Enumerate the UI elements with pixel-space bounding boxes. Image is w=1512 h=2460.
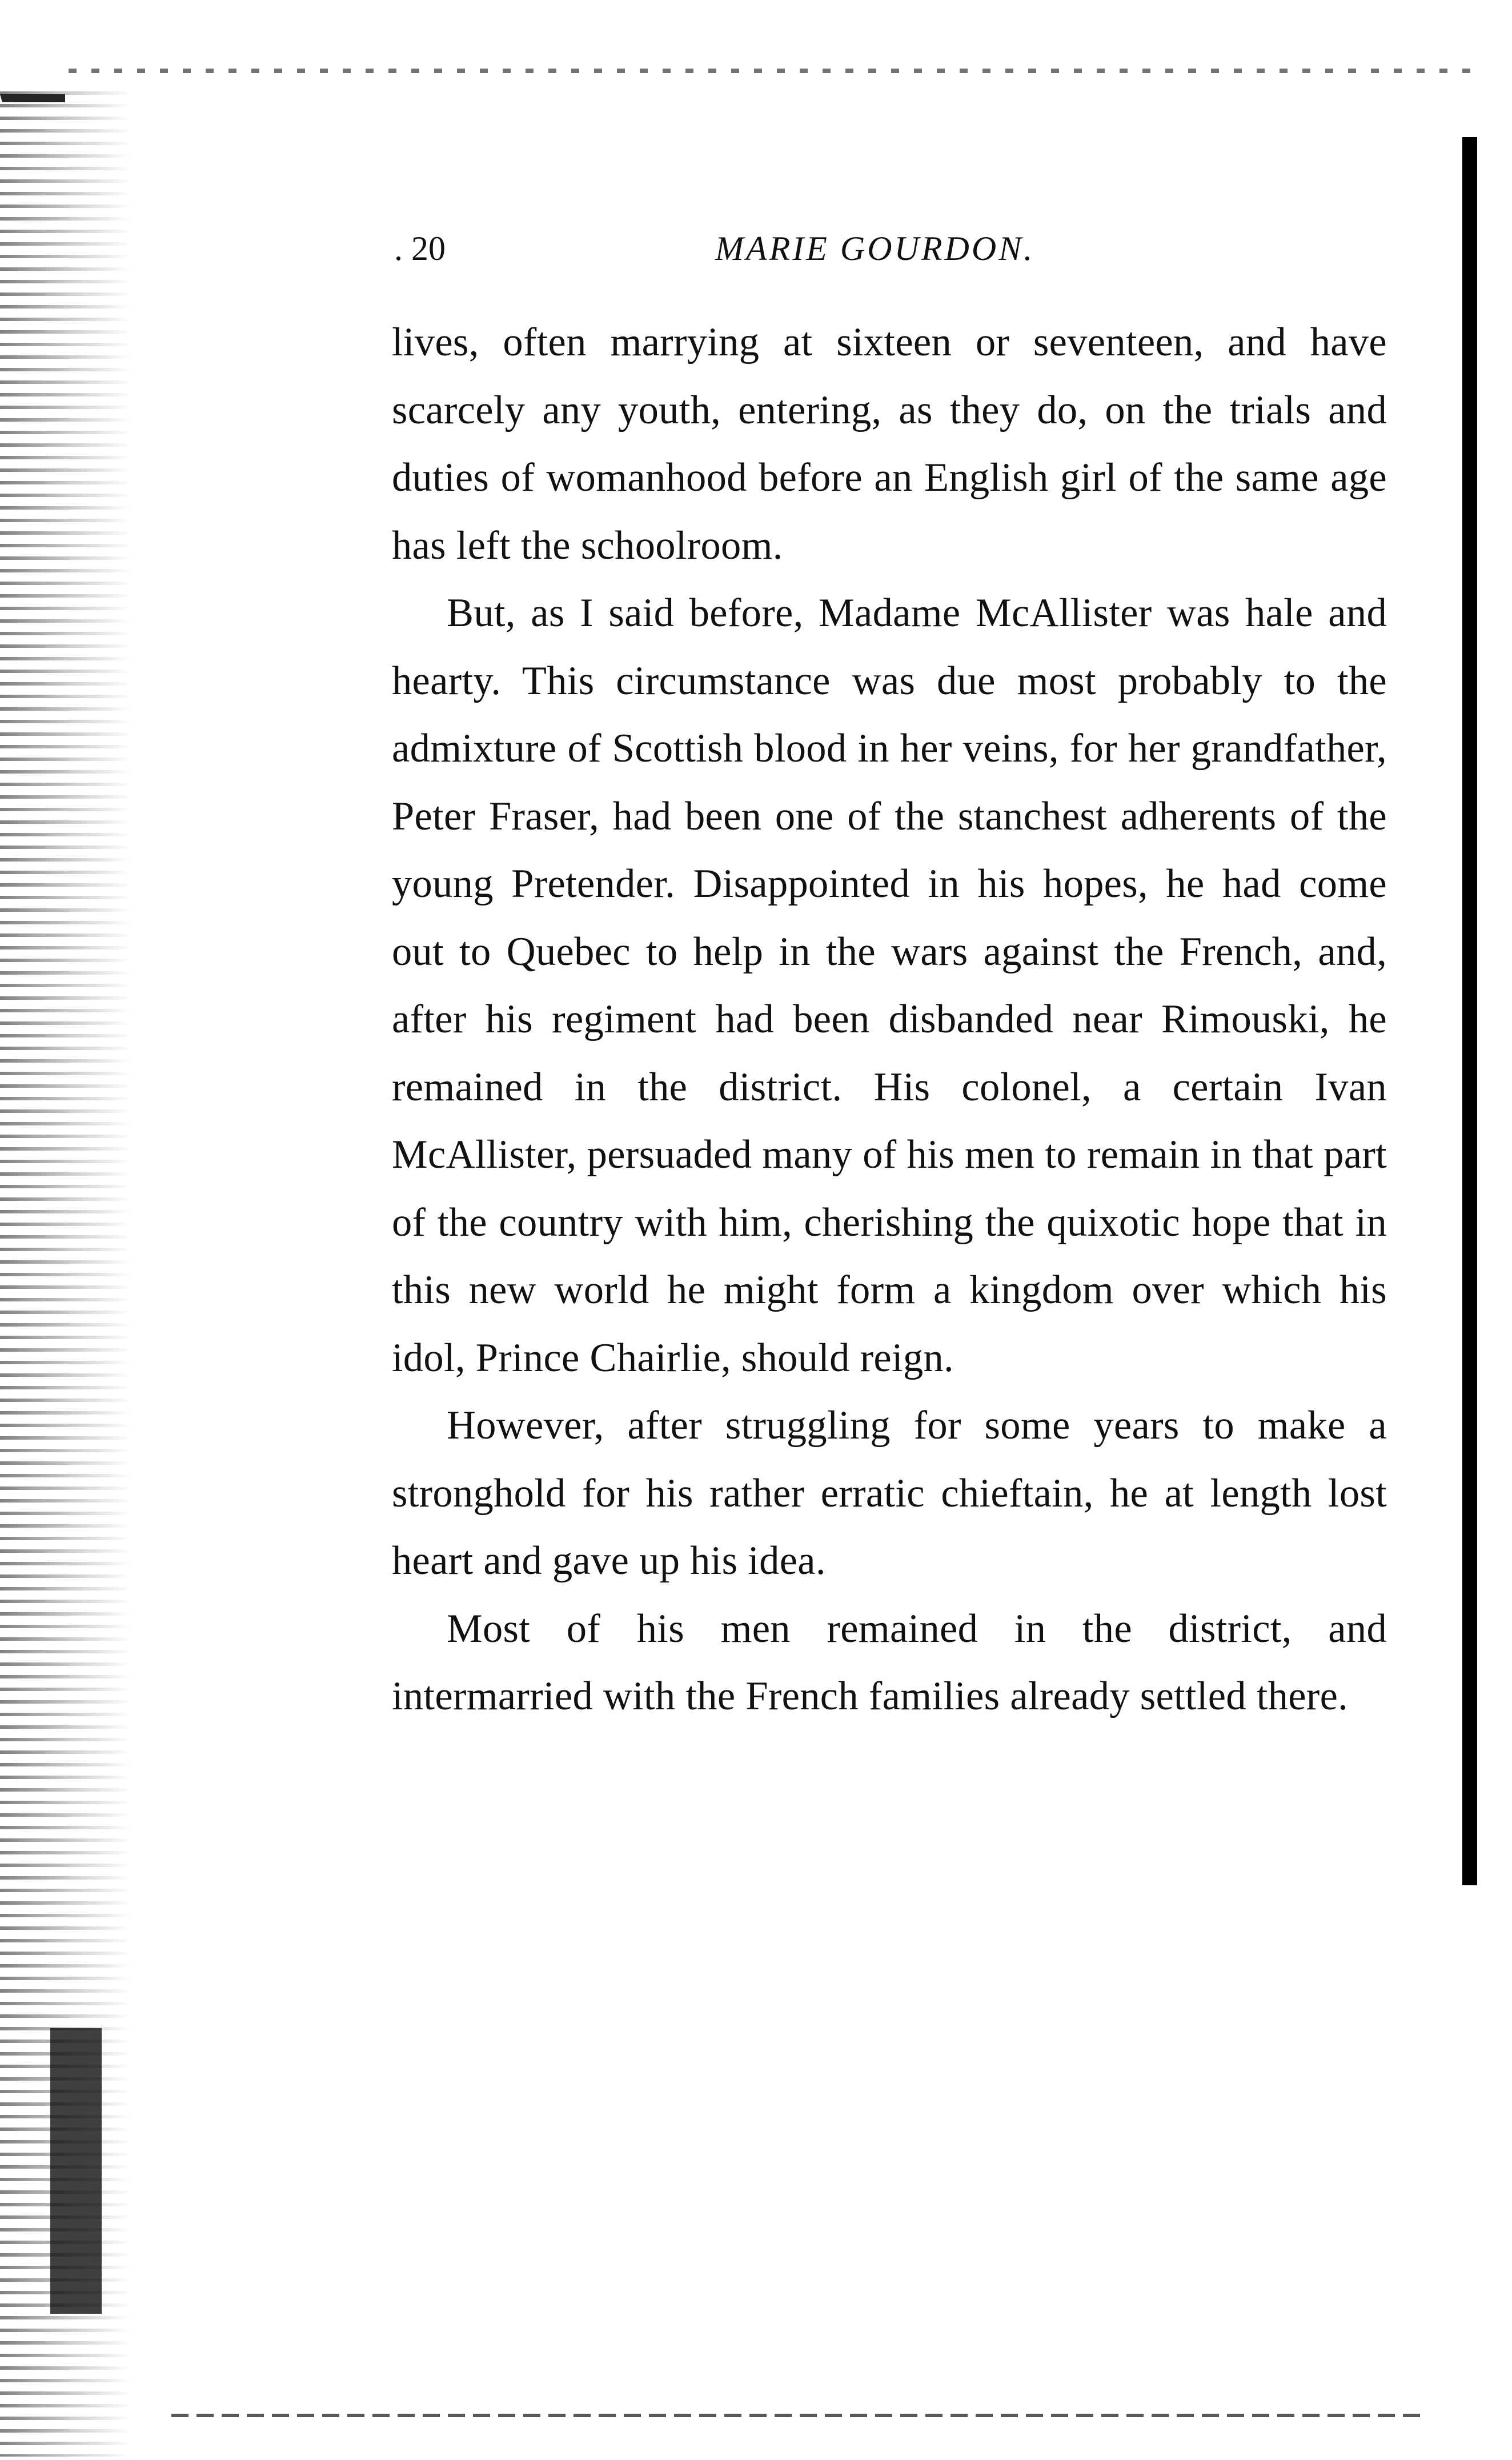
running-head: [360, 226, 1371, 271]
scan-edge-bottom: [171, 2414, 1428, 2417]
scan-edge-left-corner: [0, 94, 65, 165]
scan-edge-top: [69, 69, 1479, 73]
running-title: MARIE GOURDON.: [715, 230, 1035, 267]
scan-edge-left-shadow: [50, 2028, 102, 2314]
paragraph: But, as I said before, Madame McAllister was hale and hearty. This circumstance was due most probably to the admixture of Scottish blood in her veins, for her grandfather, Peter Fraser, had been one of the stanchest adherents of the young Pretender. Disappointed in his hopes, he had come out to Quebec to help in the wars against the French, and, after his regiment had been disbanded near Rimouski, he remained in the district. His colonel, a certain Ivan McAllister, persuaded many of his men to remain in that part of the country with him, cherishing the quixotic hope that in this new world he might form a kingdom over which his idol, Prince Chairlie, should reign.: [392, 591, 1387, 1380]
paragraph: However, after struggling for some years to make a stronghold for his rather erratic chieftain, he at length lost heart and gave up his idea.: [392, 1403, 1387, 1583]
body-text: [392, 308, 1387, 1730]
paragraph: Most of his men remained in the district, and intermarried with the French families already settled there.: [392, 1606, 1387, 1718]
scan-edge-right: [1462, 137, 1477, 1885]
page-number: . 20: [394, 226, 446, 271]
paragraph-continued: lives, often marrying at sixteen or seventeen, and have scarcely any youth, entering, as they do, on the trials and duties of womanhood before an English girl of the same age has left the schoolroom.: [392, 320, 1387, 568]
